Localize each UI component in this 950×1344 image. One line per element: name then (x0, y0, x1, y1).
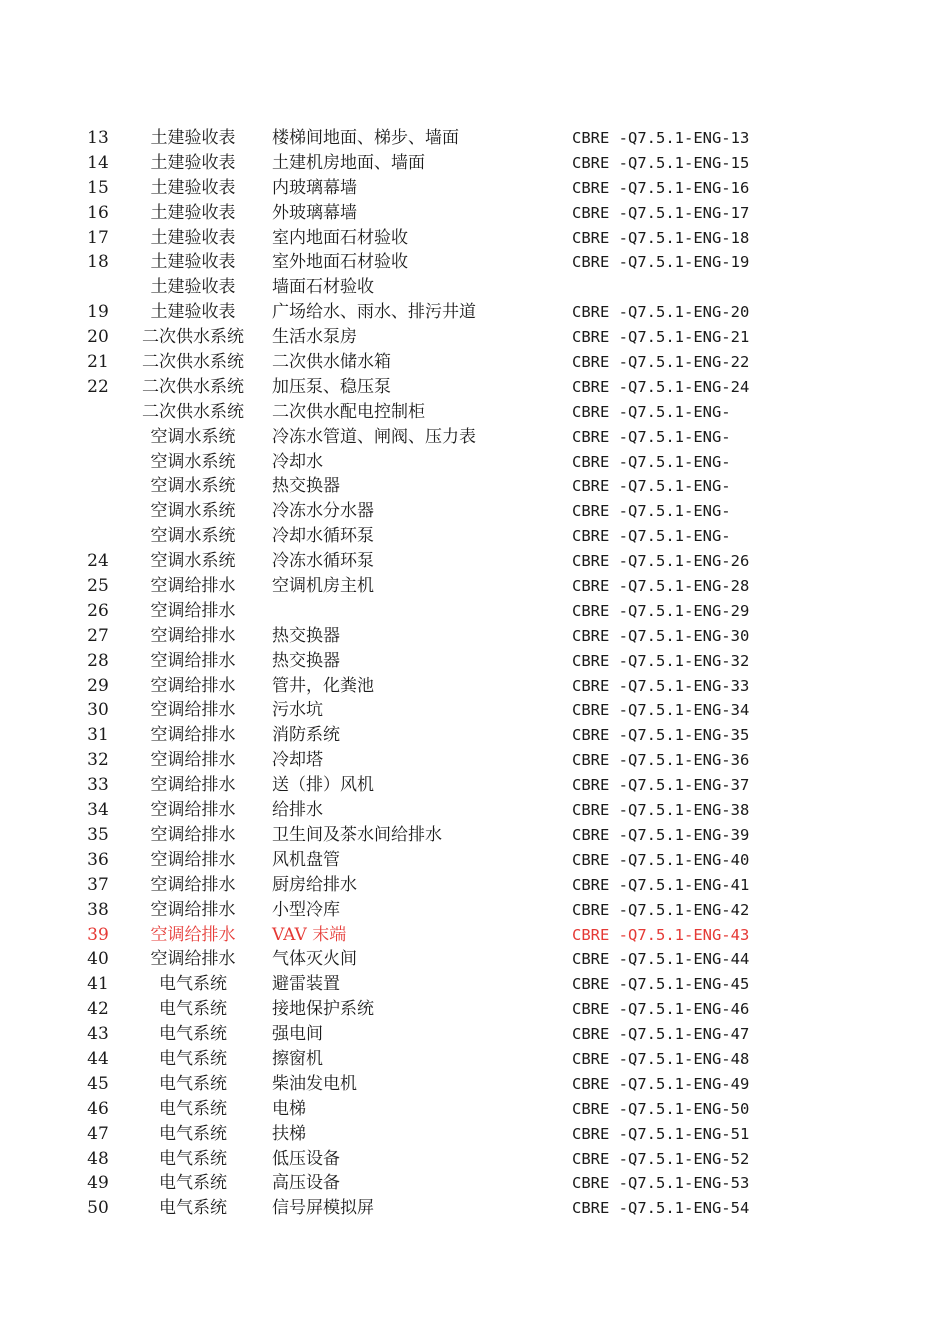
row-number: 43 (87, 1024, 109, 1045)
row-form-code: CBRE -Q7.5.1-ENG-46 (572, 1000, 750, 1019)
row-category: 土建验收表 (150, 128, 236, 148)
list-row (0, 549, 950, 574)
row-item: 风机盘管 (272, 849, 340, 870)
row-form-code: CBRE -Q7.5.1-ENG-13 (572, 129, 750, 147)
row-category: 电气系统 (159, 974, 227, 995)
row-category: 空调水系统 (150, 426, 236, 447)
row-number: 15 (87, 177, 109, 198)
row-category: 电气系统 (159, 1024, 227, 1045)
list-row (0, 723, 950, 748)
row-category: 空调给排水 (150, 650, 236, 671)
row-number: 22 (87, 376, 109, 397)
row-category: 空调给排水 (150, 924, 236, 945)
row-number: 18 (87, 252, 109, 273)
row-number: 19 (87, 302, 109, 323)
row-form-code: CBRE -Q7.5.1-ENG-38 (572, 801, 750, 820)
list-row (0, 997, 950, 1022)
list-row (0, 226, 950, 251)
list-row (0, 375, 950, 400)
list-row (0, 201, 950, 226)
row-number: 49 (87, 1173, 109, 1194)
row-category: 空调水系统 (150, 451, 236, 472)
row-item: 空调机房主机 (272, 576, 374, 597)
row-category: 空调给排水 (150, 874, 236, 895)
row-number: 37 (87, 874, 109, 895)
row-item: 送（排）风机 (272, 775, 374, 796)
row-form-code: CBRE -Q7.5.1-ENG-34 (572, 701, 750, 720)
row-form-code: CBRE -Q7.5.1-ENG-33 (572, 676, 750, 695)
row-category: 电气系统 (159, 999, 227, 1020)
row-category: 空调水系统 (150, 526, 236, 547)
row-form-code: CBRE -Q7.5.1-ENG-26 (572, 552, 750, 571)
row-item: 信号屏模拟屏 (272, 1198, 374, 1219)
row-category: 二次供水系统 (142, 352, 244, 373)
row-number: 40 (87, 949, 109, 970)
acceptance-form-list (0, 126, 950, 1221)
row-item: 二次供水储水箱 (272, 352, 391, 373)
list-row (0, 773, 950, 798)
list-row (0, 400, 950, 425)
row-item: 外玻璃幕墙 (272, 202, 357, 223)
row-number: 36 (87, 849, 109, 870)
row-item: 冷却塔 (272, 750, 323, 771)
list-row (0, 848, 950, 873)
row-item: 冷却水 (272, 451, 323, 472)
row-category: 土建验收表 (150, 252, 236, 273)
row-form-code: CBRE -Q7.5.1-ENG-24 (572, 377, 750, 396)
row-number: 27 (87, 625, 109, 646)
row-category: 空调给排水 (150, 600, 236, 621)
row-item: 避雷装置 (272, 974, 340, 995)
list-row (0, 350, 950, 375)
row-form-code: CBRE -Q7.5.1-ENG-40 (572, 850, 750, 869)
row-item: 柴油发电机 (272, 1073, 357, 1094)
row-category: 土建验收表 (150, 152, 236, 173)
row-form-code: CBRE -Q7.5.1-ENG-45 (572, 975, 750, 994)
row-form-code: CBRE -Q7.5.1-ENG-47 (572, 1025, 750, 1044)
row-item: 热交换器 (272, 625, 340, 646)
row-form-code: CBRE -Q7.5.1-ENG-29 (572, 601, 750, 620)
list-row (0, 674, 950, 699)
row-item: 冷冻水分水器 (272, 501, 374, 522)
row-category: 空调给排水 (150, 700, 236, 721)
row-form-code: CBRE -Q7.5.1-ENG- (572, 477, 731, 496)
row-number: 16 (87, 202, 109, 223)
row-item: 污水坑 (272, 700, 323, 721)
list-row (0, 1072, 950, 1097)
list-row (0, 300, 950, 325)
row-form-code: CBRE -Q7.5.1-ENG-41 (572, 875, 750, 894)
list-row (0, 524, 950, 549)
row-category: 土建验收表 (150, 302, 236, 323)
row-item: 生活水泵房 (272, 327, 357, 348)
row-item: 低压设备 (272, 1148, 340, 1169)
row-item: 冷冻水循环泵 (272, 551, 374, 572)
list-row (0, 126, 950, 151)
row-number: 32 (87, 750, 109, 771)
row-form-code: CBRE -Q7.5.1-ENG-53 (572, 1174, 750, 1193)
row-number: 26 (87, 600, 109, 621)
row-form-code: CBRE -Q7.5.1-ENG-42 (572, 900, 750, 919)
row-category: 电气系统 (159, 1173, 227, 1194)
row-item: 擦窗机 (272, 1048, 323, 1069)
row-number: 14 (87, 152, 109, 173)
list-row (0, 649, 950, 674)
list-row (0, 574, 950, 599)
row-form-code: CBRE -Q7.5.1-ENG-22 (572, 353, 750, 372)
row-category: 空调给排水 (150, 949, 236, 970)
row-item: 室内地面石材验收 (272, 227, 408, 248)
list-row (0, 499, 950, 524)
row-form-code: CBRE -Q7.5.1-ENG-54 (572, 1199, 750, 1218)
row-category: 空调水系统 (150, 551, 236, 572)
row-number: 20 (87, 327, 109, 348)
row-item: 热交换器 (272, 476, 340, 497)
row-form-code: CBRE -Q7.5.1-ENG-52 (572, 1149, 750, 1168)
row-form-code: CBRE -Q7.5.1-ENG-16 (572, 178, 750, 197)
row-item: 广场给水、雨水、排污井道 (272, 302, 476, 323)
row-number: 44 (87, 1048, 109, 1069)
row-form-code: CBRE -Q7.5.1-ENG-39 (572, 825, 750, 844)
list-row (0, 275, 950, 300)
row-category: 空调给排水 (150, 675, 236, 696)
row-item: 气体灭火间 (272, 949, 357, 970)
row-item: 二次供水配电控制柜 (272, 401, 425, 422)
row-number: 41 (87, 974, 109, 995)
list-row (0, 450, 950, 475)
list-row (0, 923, 950, 948)
row-number: 29 (87, 675, 109, 696)
row-item: 内玻璃幕墙 (272, 177, 357, 198)
row-item: 冷却水循环泵 (272, 526, 374, 547)
row-number: 47 (87, 1123, 109, 1144)
row-category: 电气系统 (159, 1148, 227, 1169)
list-row (0, 151, 950, 176)
row-category: 二次供水系统 (142, 376, 244, 397)
row-number: 13 (87, 128, 109, 148)
row-form-code: CBRE -Q7.5.1-ENG-35 (572, 726, 750, 745)
row-form-code: CBRE -Q7.5.1-ENG- (572, 527, 731, 546)
list-row (0, 474, 950, 499)
row-form-code: CBRE -Q7.5.1-ENG-43 (572, 925, 750, 944)
row-item: 加压泵、稳压泵 (272, 376, 391, 397)
row-number: 45 (87, 1073, 109, 1094)
list-row (0, 1022, 950, 1047)
row-form-code: CBRE -Q7.5.1-ENG-50 (572, 1099, 750, 1118)
row-number: 46 (87, 1098, 109, 1119)
row-form-code: CBRE -Q7.5.1-ENG-30 (572, 626, 750, 645)
list-row (0, 1147, 950, 1172)
row-number: 50 (87, 1198, 109, 1219)
row-item: 扶梯 (272, 1123, 306, 1144)
list-row (0, 1122, 950, 1147)
row-category: 电气系统 (159, 1123, 227, 1144)
row-number: 33 (87, 775, 109, 796)
list-row (0, 798, 950, 823)
list-row (0, 898, 950, 923)
row-form-code: CBRE -Q7.5.1-ENG-15 (572, 153, 750, 172)
row-form-code: CBRE -Q7.5.1-ENG-44 (572, 950, 750, 969)
row-category: 空调给排水 (150, 899, 236, 920)
row-category: 空调水系统 (150, 501, 236, 522)
list-row (0, 1097, 950, 1122)
row-category: 空调给排水 (150, 824, 236, 845)
row-number: 39 (87, 924, 109, 945)
row-category: 电气系统 (159, 1198, 227, 1219)
row-form-code: CBRE -Q7.5.1-ENG- (572, 502, 731, 521)
row-number: 31 (87, 725, 109, 746)
row-item: 冷冻水管道、闸阀、压力表 (272, 426, 476, 447)
row-item: 接地保护系统 (272, 999, 374, 1020)
row-number: 24 (87, 551, 109, 572)
row-category: 二次供水系统 (142, 327, 244, 348)
row-category: 空调给排水 (150, 849, 236, 870)
row-form-code: CBRE -Q7.5.1-ENG-21 (572, 328, 750, 347)
list-row (0, 1047, 950, 1072)
row-form-code: CBRE -Q7.5.1-ENG-48 (572, 1049, 750, 1068)
list-row (0, 972, 950, 997)
row-form-code: CBRE -Q7.5.1-ENG-20 (572, 303, 750, 322)
list-row (0, 748, 950, 773)
row-item: 电梯 (272, 1098, 306, 1119)
row-item: 卫生间及茶水间给排水 (272, 824, 442, 845)
row-form-code: CBRE -Q7.5.1-ENG-49 (572, 1074, 750, 1093)
list-row (0, 1171, 950, 1196)
row-number: 25 (87, 576, 109, 597)
row-form-code: CBRE -Q7.5.1-ENG- (572, 452, 731, 471)
row-form-code: CBRE -Q7.5.1-ENG-17 (572, 203, 750, 222)
row-category: 空调给排水 (150, 625, 236, 646)
row-form-code: CBRE -Q7.5.1-ENG-32 (572, 651, 750, 670)
row-number: 48 (87, 1148, 109, 1169)
row-category: 空调给排水 (150, 576, 236, 597)
list-row (0, 250, 950, 275)
row-item: 楼梯间地面、梯步、墙面 (272, 128, 459, 148)
row-form-code: CBRE -Q7.5.1-ENG-51 (572, 1124, 750, 1143)
list-row (0, 425, 950, 450)
row-item: 室外地面石材验收 (272, 252, 408, 273)
row-number: 42 (87, 999, 109, 1020)
list-row (0, 947, 950, 972)
row-category: 电气系统 (159, 1073, 227, 1094)
row-category: 土建验收表 (150, 227, 236, 248)
row-item: 消防系统 (272, 725, 340, 746)
list-row (0, 176, 950, 201)
row-item: 墙面石材验收 (272, 277, 374, 298)
list-row (0, 599, 950, 624)
row-item: 厨房给排水 (272, 874, 357, 895)
list-row (0, 823, 950, 848)
list-row (0, 873, 950, 898)
row-item: 小型冷库 (272, 899, 340, 920)
row-item: VAV 末端 (272, 924, 347, 945)
row-category: 空调给排水 (150, 725, 236, 746)
row-number: 28 (87, 650, 109, 671)
row-form-code: CBRE -Q7.5.1-ENG-19 (572, 253, 750, 272)
list-row (0, 1196, 950, 1221)
list-row (0, 325, 950, 350)
row-item: 高压设备 (272, 1173, 340, 1194)
row-number: 35 (87, 824, 109, 845)
row-item: 强电间 (272, 1024, 323, 1045)
row-item: 土建机房地面、墙面 (272, 152, 425, 173)
row-form-code: CBRE -Q7.5.1-ENG- (572, 402, 731, 421)
row-category: 土建验收表 (150, 277, 236, 298)
row-category: 电气系统 (159, 1048, 227, 1069)
row-category: 空调给排水 (150, 800, 236, 821)
row-form-code: CBRE -Q7.5.1-ENG-36 (572, 751, 750, 770)
row-number: 34 (87, 800, 109, 821)
row-category: 电气系统 (159, 1098, 227, 1119)
row-category: 二次供水系统 (142, 401, 244, 422)
row-form-code: CBRE -Q7.5.1-ENG-28 (572, 577, 750, 596)
row-item: 热交换器 (272, 650, 340, 671)
row-form-code: CBRE -Q7.5.1-ENG- (572, 427, 731, 446)
row-form-code: CBRE -Q7.5.1-ENG-37 (572, 776, 750, 795)
row-category: 空调给排水 (150, 750, 236, 771)
row-item: 给排水 (272, 800, 323, 821)
row-category: 土建验收表 (150, 177, 236, 198)
row-form-code: CBRE -Q7.5.1-ENG-18 (572, 228, 750, 247)
row-category: 空调水系统 (150, 476, 236, 497)
list-row (0, 624, 950, 649)
row-category: 土建验收表 (150, 202, 236, 223)
row-category: 空调给排水 (150, 775, 236, 796)
list-row (0, 698, 950, 723)
row-number: 30 (87, 700, 109, 721)
row-number: 38 (87, 899, 109, 920)
row-item: 管井，化粪池 (272, 675, 374, 696)
row-number: 21 (87, 352, 109, 373)
row-number: 17 (87, 227, 109, 248)
